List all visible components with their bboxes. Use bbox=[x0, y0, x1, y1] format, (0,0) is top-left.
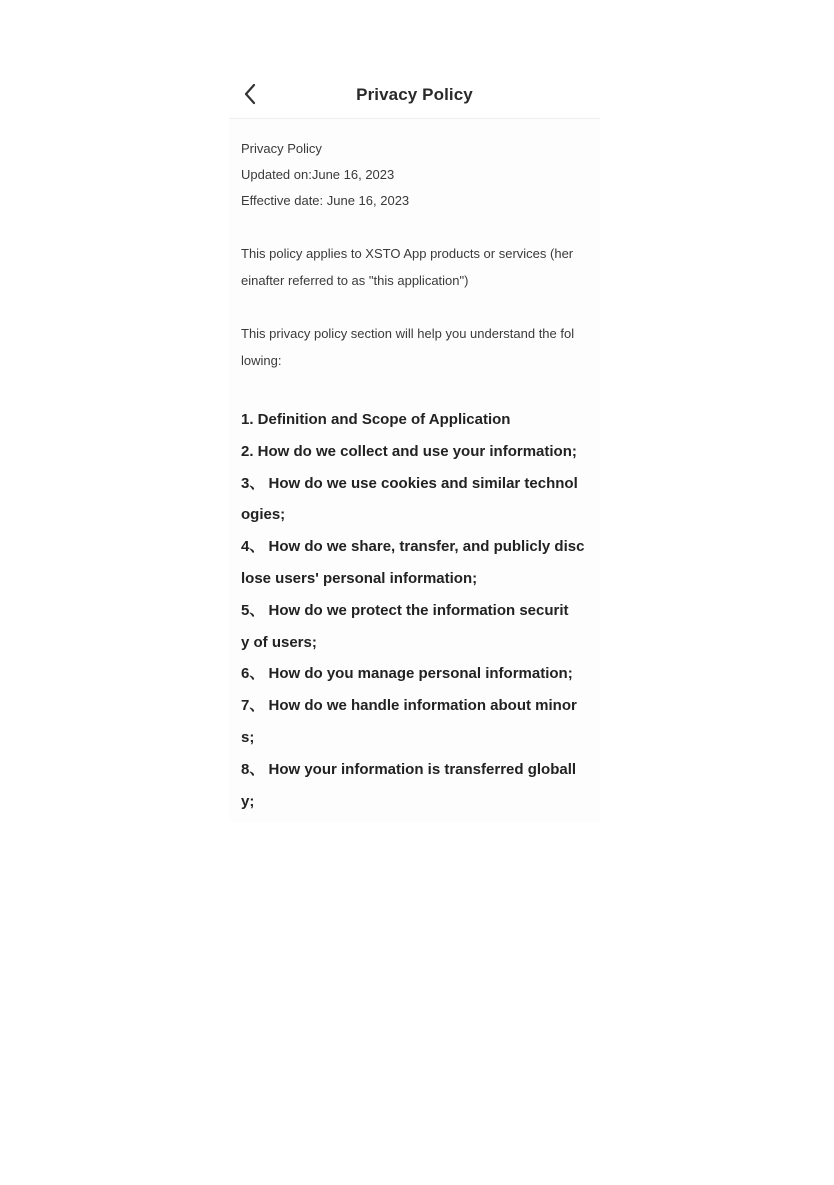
toc-item[interactable]: 2. How do we collect and use your information; bbox=[241, 442, 577, 460]
doc-title: Privacy Policy bbox=[241, 141, 322, 156]
applies-paragraph bbox=[241, 241, 586, 294]
section-paragraph bbox=[241, 321, 586, 374]
toc-item-continued[interactable]: lose users' personal information; bbox=[241, 569, 478, 587]
applies-line-2: einafter referred to as "this application") bbox=[241, 272, 469, 288]
privacy-policy-screen bbox=[229, 72, 600, 822]
toc-item[interactable]: 5、 How do we protect the information securit bbox=[241, 601, 569, 619]
table-of-contents bbox=[241, 404, 586, 817]
toc-item[interactable]: 6、 How do you manage personal information; bbox=[241, 665, 573, 683]
toc-item-continued[interactable]: y; bbox=[241, 792, 255, 810]
section-line-2: lowing: bbox=[241, 352, 282, 368]
applies-line-1: This policy applies to XSTO App products or services (her bbox=[241, 246, 574, 261]
policy-content bbox=[241, 136, 586, 817]
toc-item-continued[interactable]: y of users; bbox=[241, 633, 317, 651]
toc-item[interactable]: 8、 How your information is transferred globall bbox=[241, 760, 577, 778]
top-nav-bar bbox=[229, 72, 600, 119]
toc-item[interactable]: 3、 How do we use cookies and similar technol bbox=[241, 474, 578, 492]
toc-item[interactable]: 4、 How do we share, transfer, and publicly disc bbox=[241, 538, 585, 556]
section-line-1: This privacy policy section will help you understand the fol bbox=[241, 326, 575, 341]
toc-item[interactable]: 7、 How do we handle information about minor bbox=[241, 697, 577, 715]
toc-item-continued[interactable]: s; bbox=[241, 728, 255, 746]
page-title: Privacy Policy bbox=[356, 85, 473, 104]
effective-date: Effective date: June 16, 2023 bbox=[241, 193, 410, 208]
toc-item[interactable]: 1. Definition and Scope of Application bbox=[241, 411, 511, 428]
toc-item-continued[interactable]: ogies; bbox=[241, 506, 286, 524]
updated-date: Updated on:June 16, 2023 bbox=[241, 167, 395, 182]
